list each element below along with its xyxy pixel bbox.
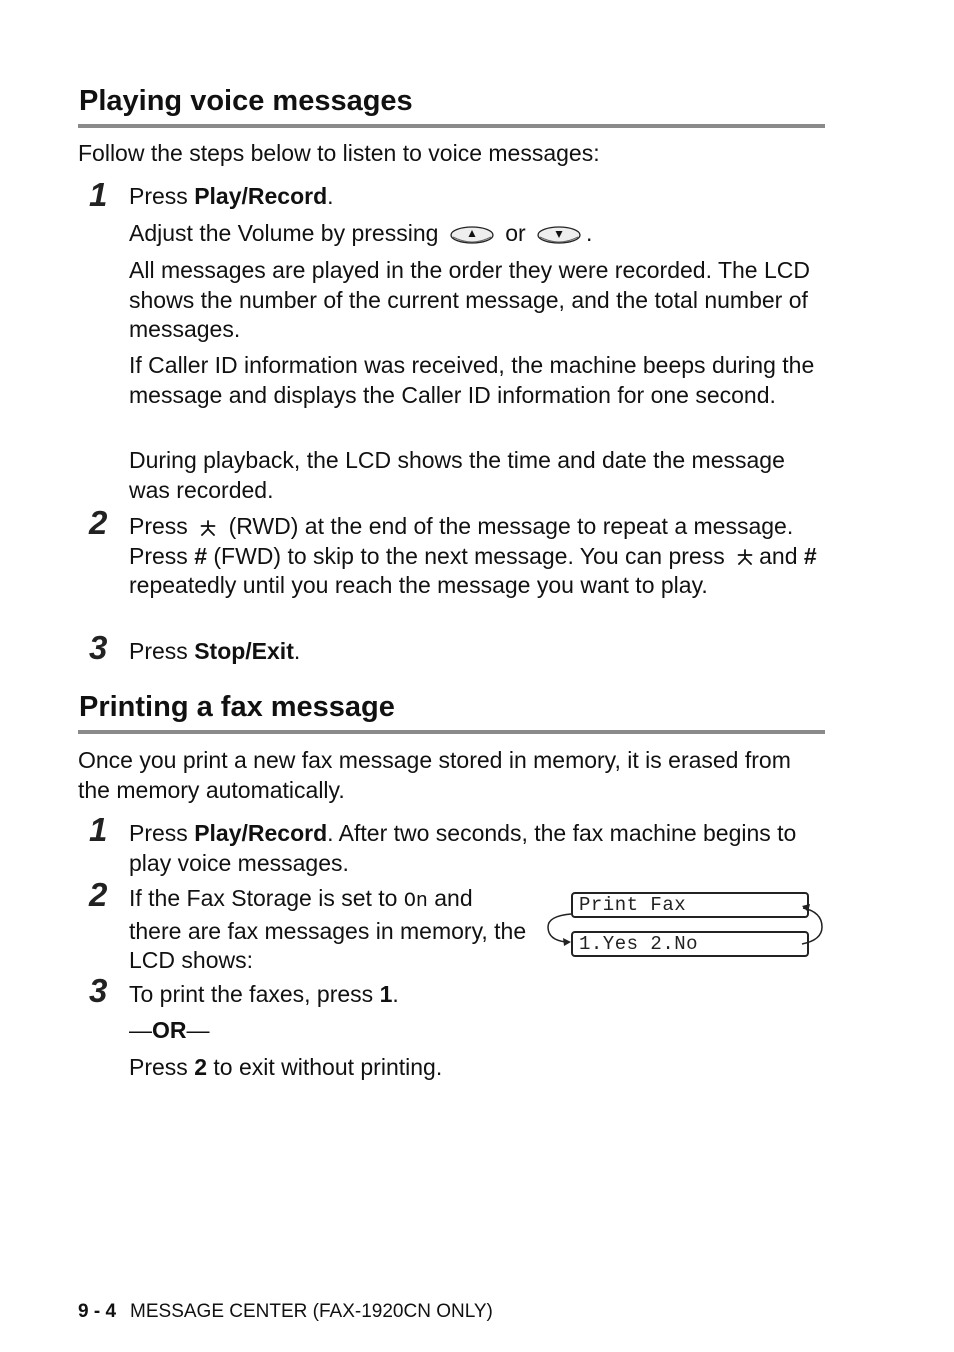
- step-number: 1: [89, 811, 108, 848]
- step-number: 2: [89, 876, 108, 913]
- hash-key: #: [803, 542, 817, 569]
- key-label: Play/Record: [194, 820, 328, 846]
- asterisk-key-icon: [200, 520, 216, 536]
- step-text: To print the faxes, press 1.: [129, 981, 399, 1007]
- step-text: Press Stop/Exit.: [129, 638, 301, 664]
- asterisk-key-icon: [737, 549, 753, 565]
- step-text: If the Fax Storage is set to On and there are fax messages in memory, the LCD shows:: [129, 885, 527, 973]
- step-number: 2: [89, 504, 108, 541]
- volume-down-button-icon: [536, 225, 582, 245]
- volume-up-button-icon: [449, 225, 495, 245]
- section-heading-printing-fax-message: Printing a fax message: [79, 691, 395, 723]
- heading-rule: [78, 124, 825, 128]
- setting-value: On: [403, 890, 428, 913]
- step-number: 3: [89, 972, 108, 1009]
- paragraph-playback: During playback, the LCD shows the time and date the message was recorded.: [129, 447, 785, 503]
- key-label: Play/Record: [194, 183, 328, 209]
- step-number: 3: [89, 629, 108, 666]
- section-heading-playing-voice-messages: Playing voice messages: [79, 85, 413, 117]
- chapter-title: MESSAGE CENTER (FAX-1920CN ONLY): [130, 1301, 493, 1322]
- step-number: 1: [89, 176, 108, 213]
- intro-text: Follow the steps below to listen to voice messages:: [78, 140, 600, 166]
- page-footer: [78, 1300, 493, 1324]
- step-text: Press (RWD) at the end of the message to repeat a message. Press # (FWD) to skip to the next message. You can press and # repeatedly until you reach the message you want to play.: [129, 513, 817, 598]
- page-number: 9 - 4: [78, 1301, 117, 1322]
- hash-key: #: [194, 542, 207, 569]
- heading-rule: [78, 730, 825, 734]
- intro-text: Once you print a new fax message stored in memory, it is erased from the memory automatically.: [78, 747, 791, 803]
- key-label: Stop/Exit: [194, 638, 294, 664]
- step-text: Press 2 to exit without printing.: [129, 1054, 443, 1080]
- or-separator: —OR—: [129, 1017, 210, 1043]
- step-text: Press Play/Record.: [129, 183, 334, 209]
- paragraph-message-order: All messages are played in the order they were recorded. The LCD shows the number of the current message, and the total number of messages.: [129, 257, 810, 342]
- paragraph-caller-id: If Caller ID information was received, the machine beeps during the message and displays the Caller ID information for one second.: [129, 352, 815, 408]
- lcd-line-2: 1.Yes 2.No: [571, 931, 809, 957]
- volume-text: Adjust the Volume by pressing or .: [129, 220, 593, 246]
- step-text: Press Play/Record. After two seconds, the fax machine begins to play voice messages.: [129, 820, 797, 876]
- key-label: 2: [194, 1054, 207, 1080]
- lcd-line-1: Print Fax: [571, 892, 809, 918]
- key-label: 1: [379, 981, 393, 1007]
